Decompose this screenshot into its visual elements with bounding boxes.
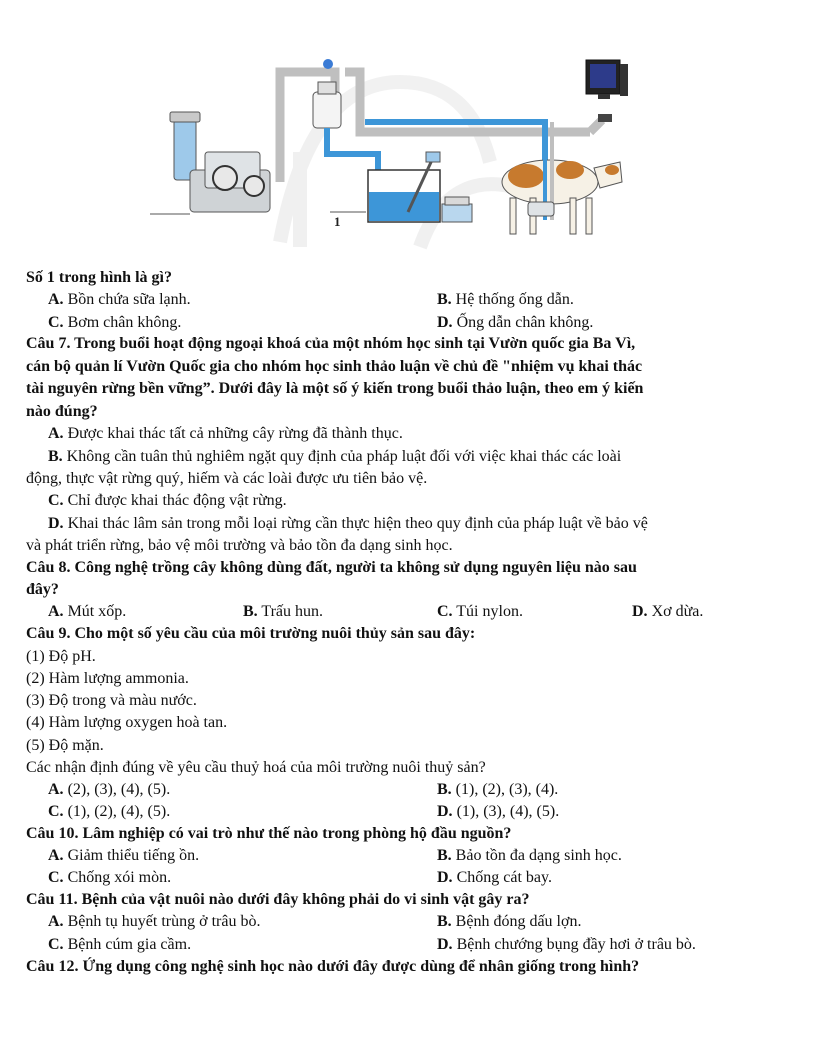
q9-option-b: B. (1), (2), (3), (4). <box>437 781 559 798</box>
q9-option-d: D. (1), (3), (4), (5). <box>437 803 560 820</box>
q7-stem-line-1: Câu 7. Trong buổi hoạt động ngoại khoá của một nhóm học sinh tại Vườn quốc gia Ba Vì, <box>26 335 636 352</box>
q8-option-a: A. Mút xốp. <box>48 603 127 620</box>
q10-stem: Câu 10. Lâm nghiệp có vai trò như thế nào trong phòng hộ đầu nguồn? <box>26 825 512 842</box>
q8-option-b: B. Trấu hun. <box>243 603 324 620</box>
q7-option-b-line-2: động, thực vật rừng quý, hiếm và các loài được ưu tiên bảo vệ. <box>26 470 428 487</box>
q9-stem: Câu 9. Cho một số yêu cầu của môi trường nuôi thủy sản sau đây: <box>26 625 476 642</box>
q9-option-a: A. (2), (3), (4), (5). <box>48 781 171 798</box>
q8-option-c: C. Túi nylon. <box>437 603 523 620</box>
q7-option-a: A. Được khai thác tất cả những cây rừng đã thành thục. <box>48 425 403 442</box>
q11-option-c: C. Bệnh cúm gia cầm. <box>48 936 192 953</box>
q7-stem-line-3: tài nguyên rừng bền vững”. Dưới đây là một số ý kiến trong buổi thảo luận, theo em ý kiến <box>26 380 644 397</box>
q6-option-a: A. Bồn chứa sữa lạnh. <box>48 291 191 308</box>
q9-item-3: (3) Độ trong và màu nước. <box>26 692 197 709</box>
vacuum-pump <box>150 112 270 214</box>
q11-stem: Câu 11. Bệnh của vật nuôi nào dưới đây không phải do vi sinh vật gây ra? <box>26 891 530 908</box>
computer <box>586 60 628 122</box>
q9-item-1: (1) Độ pH. <box>26 648 96 665</box>
q9-item-2: (2) Hàm lượng ammonia. <box>26 670 189 687</box>
q7-stem-line-2: cán bộ quản lí Vườn Quốc gia cho nhóm học sinh thảo luận về chủ đề "nhiệm vụ khai thác <box>26 358 643 375</box>
q6-option-c: C. Bơm chân không. <box>48 314 182 331</box>
q8-stem-line-2: đây? <box>26 581 59 598</box>
question-6-prompt: Số 1 trong hình là gì? <box>26 269 172 286</box>
figure-label-1: 1 <box>334 214 341 229</box>
q12-stem: Câu 12. Ứng dụng công nghệ sinh học nào dưới đây được dùng để nhân giống trong hình? <box>26 958 640 975</box>
q10-option-c: C. Chống xói mòn. <box>48 869 172 886</box>
cooler <box>442 197 472 222</box>
q9-item-5: (5) Độ mặn. <box>26 737 104 754</box>
q9-question: Các nhận định đúng về yêu cầu thuỷ hoá của môi trường nuôi thuỷ sản? <box>26 759 486 776</box>
q9-option-c: C. (1), (2), (4), (5). <box>48 803 171 820</box>
q7-option-d: D. Khai thác lâm sản trong mỗi loại rừng cần thực hiện theo quy định của pháp luật về bảo vệ <box>48 515 648 532</box>
q11-option-b: B. Bệnh đóng dấu lợn. <box>437 913 582 930</box>
q8-option-d: D. Xơ dừa. <box>632 603 704 620</box>
milk-tank <box>330 152 440 222</box>
q10-option-a: A. Giảm thiểu tiếng ồn. <box>48 847 200 864</box>
q6-option-b: B. Hệ thống ống dẫn. <box>437 291 574 308</box>
q9-item-4: (4) Hàm lượng oxygen hoà tan. <box>26 714 228 731</box>
cow <box>502 160 622 234</box>
q7-stem-line-4: nào đúng? <box>26 403 98 420</box>
q10-option-d: D. Chống cát bay. <box>437 869 552 886</box>
q7-option-c: C. Chỉ được khai thác động vật rừng. <box>48 492 287 509</box>
q7-option-d-line-2: và phát triển rừng, bảo vệ môi trường và bảo tồn đa dạng sinh học. <box>26 537 453 554</box>
q11-option-a: A. Bệnh tụ huyết trùng ở trâu bò. <box>48 913 261 930</box>
q8-stem-line-1: Câu 8. Công nghệ trồng cây không dùng đất, người ta không sử dụng nguyên liệu nào sau <box>26 559 637 576</box>
milking-system-figure <box>150 42 630 262</box>
q11-option-d: D. Bệnh chướng bụng đầy hơi ở trâu bò. <box>437 936 696 953</box>
q7-option-b: B. Không cần tuân thủ nghiêm ngặt quy định của pháp luật đối với việc khai thác các loài <box>48 448 622 465</box>
q10-option-b: B. Bảo tồn đa dạng sinh học. <box>437 847 622 864</box>
q6-option-d: D. Ống dẫn chân không. <box>437 314 594 331</box>
